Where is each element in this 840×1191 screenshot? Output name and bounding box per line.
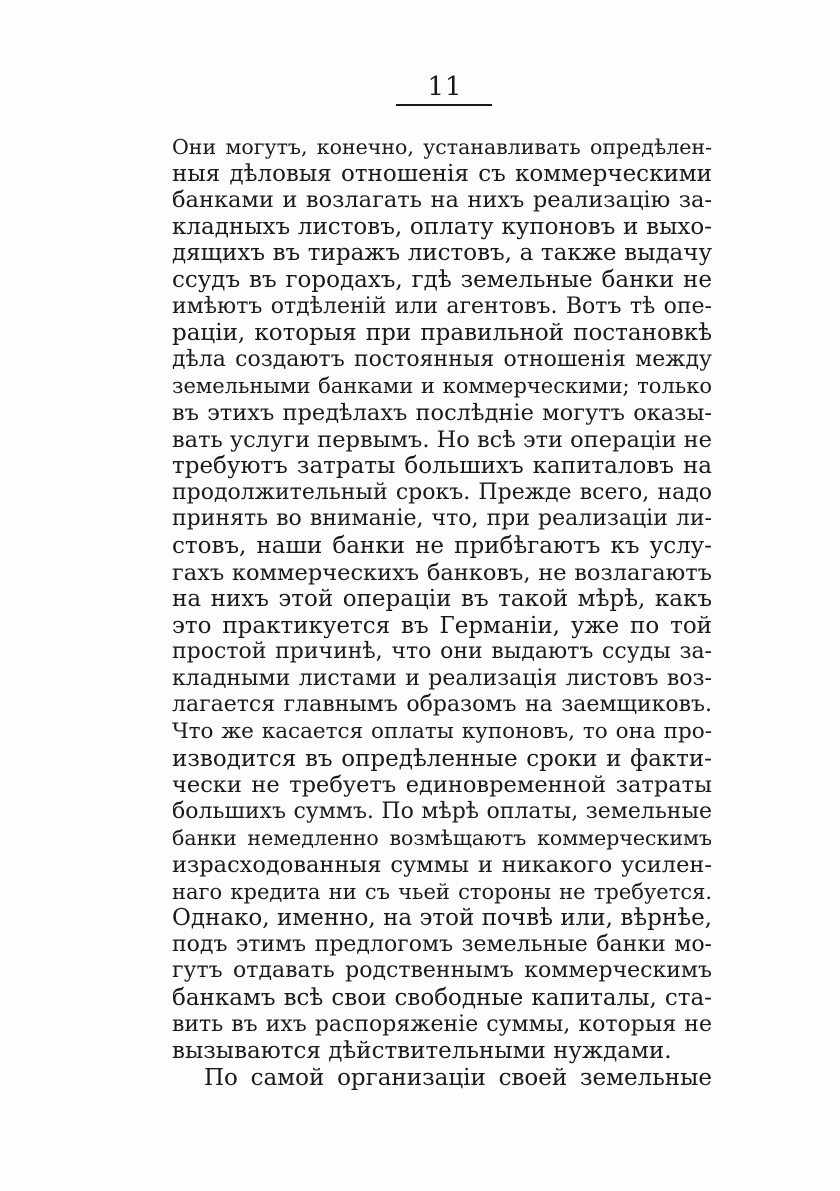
text-line: продолжительный срокъ. Прежде всего, надо [172,479,712,505]
text-line: раціи, которыя при правильной постановкѣ [172,320,712,347]
text-line: вать услуги первымъ. Но всѣ эти операціи не [172,426,712,453]
text-line: въ этихъ предѣлахъ послѣдніе могутъ оказы- [172,399,712,426]
text-line: Однако, именно, на этой почвѣ или, вѣрнѣе, [172,905,712,932]
text-line: дѣла создаютъ постоянныя отношенія между [172,346,712,372]
page-number: 11 [427,72,463,102]
text-line: израсходованныя суммы и никакого усилен- [172,852,712,879]
text-line: вызываются дѣйствительными нуждами. [172,1038,672,1065]
text-line: имѣютъ отдѣленій или агентовъ. Вотъ тѣ опе- [172,293,712,319]
text-line: гахъ коммерческихъ банковъ, не возлагаютъ [172,559,712,586]
text-line: лагается главнымъ образомъ на заемщиковъ. [172,692,712,718]
text-line: банки немедленно возмѣщаютъ коммерческимъ [172,826,712,851]
text-line: дящихъ въ тиражъ листовъ, а также выдачу [172,240,712,267]
text-line: кладными листами и реализація листовъ воз- [172,665,712,691]
text-line: простой причинѣ, что они выдаютъ ссуды за- [172,639,712,665]
text-line: земельными банками и коммерческими; только [172,374,712,399]
text-line: наго кредита ни съ чьей стороны не требуется. [172,879,712,904]
text-line: ныя дѣловыя отношенія съ коммерческими [172,160,712,187]
text-line: чески не требуетъ единовременной затраты [172,772,712,799]
text-line: кладныхъ листовъ, оплату купоновъ и выхо- [172,213,712,240]
text-line: стовъ, наши банки не прибѣгаютъ къ услу- [172,532,712,559]
text-line: изводится въ опредѣленные сроки и факти- [172,745,712,772]
body-text [172,134,712,1091]
text-line: Они могутъ, конечно, устанавливать опредѣлен- [172,135,712,159]
text-line: гутъ отдавать родственнымъ коммерческимъ [172,958,712,984]
text-line: банкамъ всѣ свои свободные капиталы, ста- [172,985,712,1011]
text-line: это практикуется въ Германіи, уже по той [172,612,712,639]
text-line: вить въ ихъ распоряженіе суммы, которыя не [172,1011,712,1037]
text-line: требуютъ затраты большихъ капиталовъ на [172,453,712,480]
text-line: большихъ суммъ. По мѣрѣ оплаты, земельные [172,798,712,824]
text-line: на нихъ этой операціи въ такой мѣрѣ, какъ [172,586,712,613]
text-line: По самой организаціи своей земельные [204,1064,712,1091]
text-line: ссудъ въ городахъ, гдѣ земельные банки не [172,266,712,293]
text-line: банками и возлагать на нихъ реализацію за- [172,187,712,214]
text-line: Что же касается оплаты купоновъ, то она про- [172,719,712,745]
page-number-rule [396,104,492,106]
text-line: принять во вниманіе, что, при реализаціи ли- [172,506,712,532]
text-line: подъ этимъ предлогомъ земельные банки мо- [172,931,712,957]
